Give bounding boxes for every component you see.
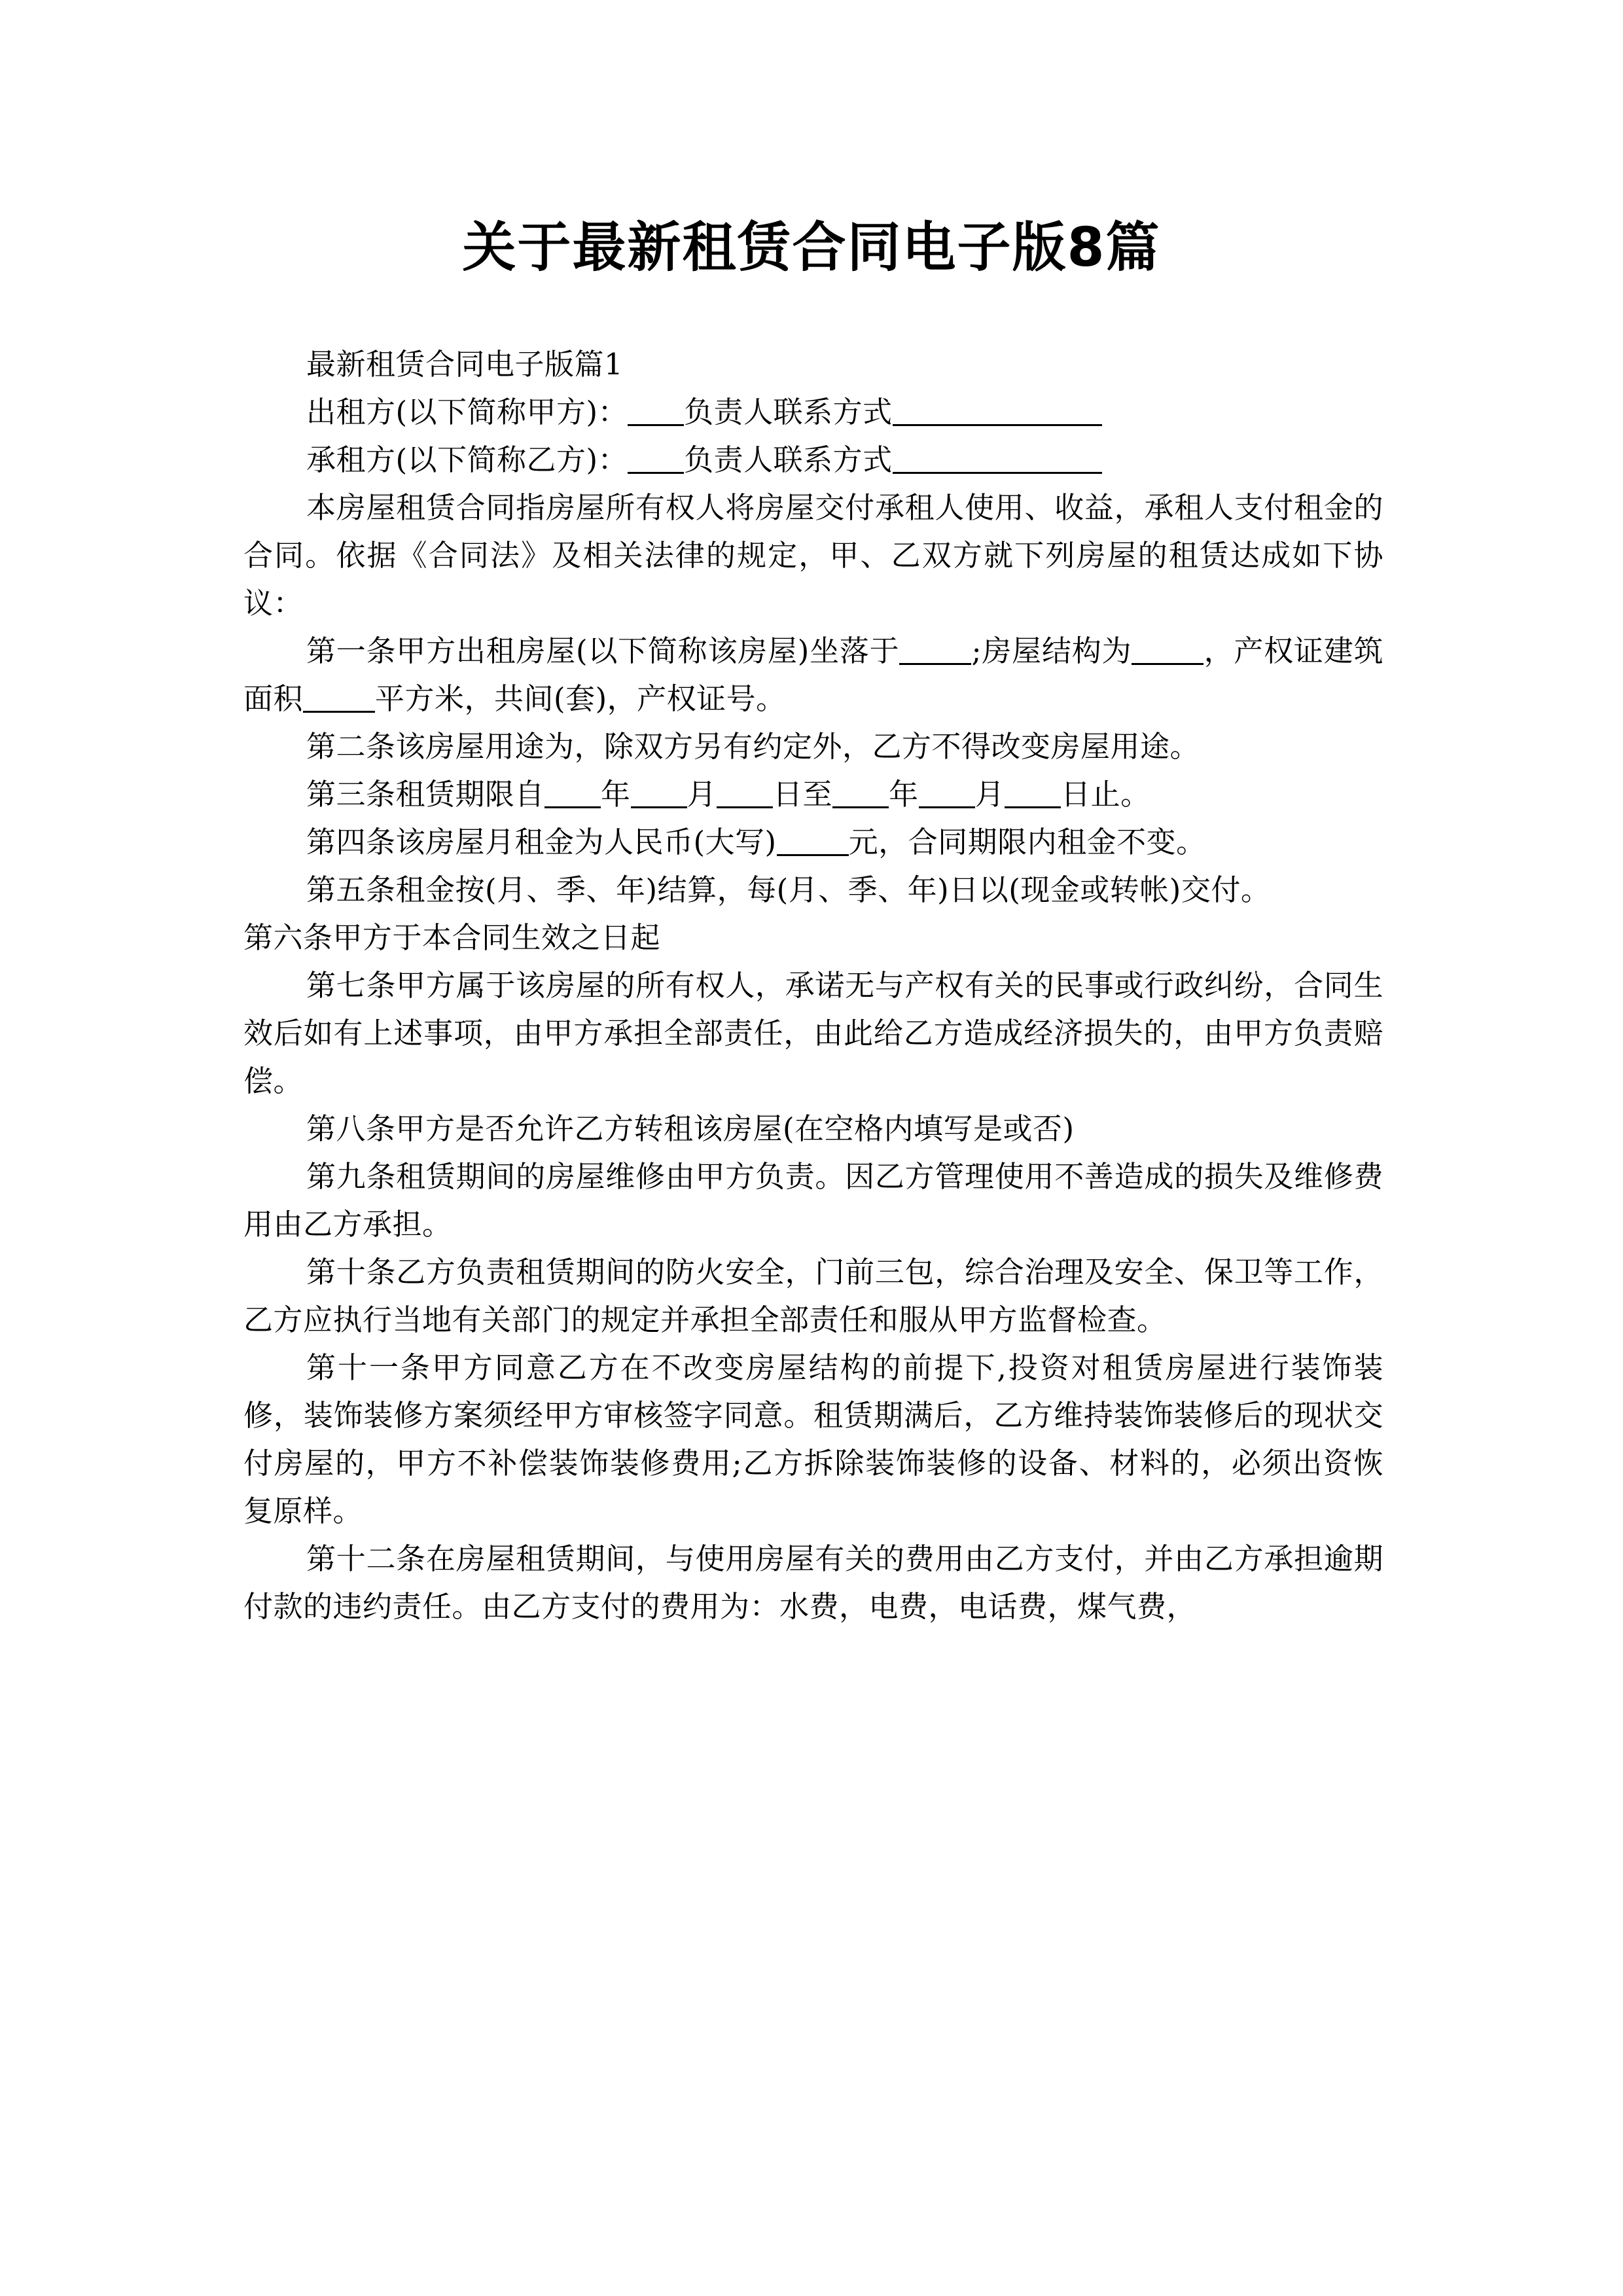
article-1-blank-1[interactable]	[899, 639, 971, 665]
article-7-text-0: 第七条甲方属于该房屋的所有权人，承诺无与产权有关的民事或行政纠纷，合同生效后如有上述事项，由甲方承担全部责任，由此给乙方造成经济损失的，由甲方负责赔偿。	[243, 968, 1383, 1098]
page-title: 关于最新租赁合同电子版8篇	[462, 216, 1161, 279]
article-12-text-0: 第十二条在房屋租赁期间，与使用房屋有关的费用由乙方支付，并由乙方承担逾期付款的违约责任。由乙方支付的费用为：水费，电费，电话费，煤气费，	[243, 1541, 1383, 1624]
article-8	[243, 1105, 1383, 1153]
article-3-blank-7[interactable]	[832, 783, 889, 808]
article-5	[243, 866, 1383, 914]
article-1-text-2: ;房屋结构为	[971, 634, 1132, 668]
article-1-text-6: 平方米，共间(套)，产权证号。	[375, 681, 786, 716]
preamble-paragraph: 本房屋租赁合同指房屋所有权人将房屋交付承租人使用、收益，承租人支付租金的合同。依据《合同法》及相关法律的规定，甲、乙双方就下列房屋的租赁达成如下协议：	[243, 490, 1383, 620]
article-4-text-0: 第四条该房屋月租金为人民币(大写)	[306, 825, 777, 859]
article-3-blank-3[interactable]	[631, 783, 687, 808]
article-3-text-4: 月	[687, 777, 717, 812]
article-1-text-4: ，产权证建筑面积	[243, 634, 1383, 716]
article-1-text-0: 第一条甲方出租房屋(以下简称该房屋)坐落于	[306, 634, 900, 668]
article-11-text-0: 第十一条甲方同意乙方在不改变房屋结构的前提下,投资对租赁房屋进行装饰装修，装饰装修方案须经甲方审核签字同意。租赁期满后，乙方维持装饰装修后的现状交付房屋的，甲方不补偿装饰装修费用;乙方拆除装饰装修的设备、材料的，必须出资恢复原样。	[243, 1350, 1383, 1528]
article-5-text-0: 第五条租金按(月、季、年)结算，每(月、季、年)日以(现金或转帐)交付。	[306, 872, 1271, 907]
article-9	[243, 1153, 1383, 1248]
article-2	[243, 723, 1383, 770]
articles-list	[243, 627, 1383, 1630]
article-3-text-2: 年	[601, 777, 631, 812]
article-1-blank-3[interactable]	[1132, 639, 1204, 665]
article-12	[243, 1535, 1383, 1630]
article-3	[243, 770, 1383, 818]
article-3-text-12: 日止。	[1061, 777, 1150, 812]
article-9-text-0: 第九条租赁期间的房屋维修由甲方负责。因乙方管理使用不善造成的损失及维修费用由乙方承担。	[243, 1159, 1383, 1242]
article-3-text-6: 日至	[773, 777, 833, 812]
section-heading: 最新租赁合同电子版篇1	[306, 347, 624, 382]
lessor-line	[243, 388, 1383, 436]
lessee-contact-label: 负责人联系方式	[684, 442, 893, 477]
article-10-text-0: 第十条乙方负责租赁期间的防火安全，门前三包，综合治理及安全、保卫等工作，乙方应执行当地有关部门的规定并承担全部责任和服从甲方监督检查。	[243, 1255, 1383, 1337]
article-3-text-8: 年	[889, 777, 919, 812]
article-2-text-0: 第二条该房屋用途为，除双方另有约定外，乙方不得改变房屋用途。	[306, 729, 1200, 764]
lessor-contact-label: 负责人联系方式	[684, 395, 893, 429]
article-3-text-10: 月	[974, 777, 1005, 812]
article-4	[243, 818, 1383, 866]
article-11	[243, 1344, 1383, 1535]
article-3-blank-5[interactable]	[717, 783, 773, 808]
lessor-label: 出租方(以下简称甲方)：	[306, 395, 628, 429]
article-4-blank-1[interactable]	[777, 831, 849, 856]
article-1-blank-5[interactable]	[303, 687, 375, 713]
article-8-text-0: 第八条甲方是否允许乙方转租该房屋(在空格内填写是或否)	[306, 1111, 1075, 1146]
article-3-blank-1[interactable]	[544, 783, 601, 808]
lessee-name-blank[interactable]	[628, 448, 684, 474]
article-6-text-0: 第六条甲方于本合同生效之日起	[243, 920, 661, 955]
article-7	[243, 961, 1383, 1105]
lessee-label: 承租方(以下简称乙方)：	[306, 442, 628, 477]
article-1	[243, 627, 1383, 723]
lessor-name-blank[interactable]	[628, 401, 684, 426]
article-3-text-0: 第三条租赁期限自	[306, 777, 545, 812]
lessee-contact-blank[interactable]	[893, 448, 1102, 474]
article-3-blank-11[interactable]	[1005, 783, 1061, 808]
lessee-line	[243, 436, 1383, 484]
article-6	[243, 914, 1383, 961]
document-body	[243, 340, 1383, 1630]
article-3-blank-9[interactable]	[919, 783, 975, 808]
article-4-text-2: 元，合同期限内租金不变。	[848, 825, 1206, 859]
lessor-contact-blank[interactable]	[893, 401, 1102, 426]
article-10	[243, 1248, 1383, 1344]
